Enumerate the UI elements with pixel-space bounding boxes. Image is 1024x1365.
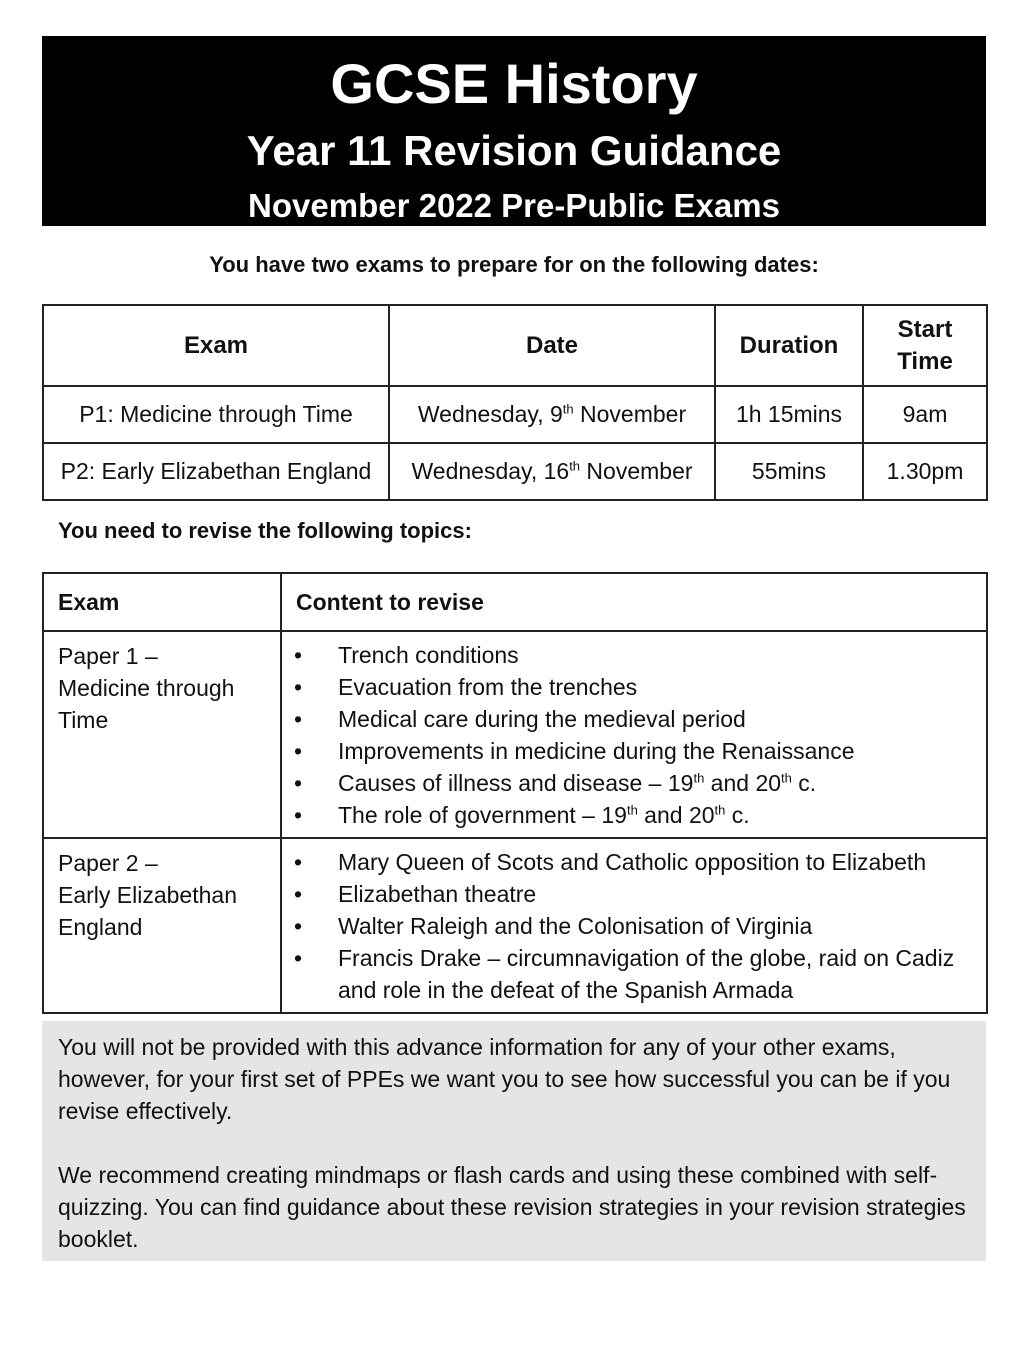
table-row (43, 838, 987, 1013)
list-item: • Medical care during the medieval period (294, 706, 746, 732)
exam-date: Wednesday, 9th November (389, 386, 715, 443)
topic-list-cell (281, 838, 987, 1013)
header-date: Date (389, 305, 715, 386)
title-banner (42, 36, 986, 226)
list-item: • Mary Queen of Scots and Catholic opposition to Elizabeth (294, 849, 927, 875)
note-paragraph: You will not be provided with this advance information for any of your other exams, however, for your first set of PPEs we want you to see how successful you can be if you revise effectively. (58, 1034, 951, 1124)
paper-name: Paper 2 – Early Elizabethan England (43, 838, 281, 1013)
table-row (43, 386, 987, 443)
list-item: • Evacuation from the trenches (294, 674, 638, 700)
exam-duration: 55mins (715, 443, 863, 500)
exam-dates-table (42, 304, 988, 501)
header-exam: Exam (43, 305, 389, 386)
header-start-time (863, 305, 987, 386)
table-row (43, 631, 987, 838)
topics-heading: You need to revise the following topics: (58, 518, 472, 543)
list-item: • Francis Drake – circumnavigation of the globe, raid on Cadiz and role in the defeat of the Spanish Armada (294, 945, 955, 1003)
list-item: • Trench conditions (294, 642, 519, 668)
list-item: • Elizabethan theatre (294, 881, 537, 907)
list-item: • Walter Raleigh and the Colonisation of Virginia (294, 913, 813, 939)
header-duration: Duration (715, 305, 863, 386)
advance-information-note (42, 1021, 986, 1261)
revision-topics-table (42, 572, 988, 1014)
header-start-word: Start (897, 315, 953, 343)
exam-duration: 1h 15mins (715, 386, 863, 443)
topic-list-cell (281, 631, 987, 838)
table-row (43, 443, 987, 500)
topic-list (282, 846, 980, 1006)
exam-name: P2: Early Elizabethan England (43, 443, 389, 500)
topic-list (282, 639, 980, 831)
topics-table-header-row (43, 573, 987, 631)
header-time-word: Time (897, 347, 953, 375)
exam-table-header-row (43, 305, 987, 386)
paper-name: Paper 1 – Medicine through Time (43, 631, 281, 838)
exam-start-time: 1.30pm (863, 443, 987, 500)
note-paragraph: We recommend creating mindmaps or flash cards and using these combined with self-quizzing. You can find guidance about these revision strategies in your revision strategies booklet. (58, 1162, 966, 1252)
header-exam: Exam (43, 573, 281, 631)
list-item: • Improvements in medicine during the Renaissance (294, 738, 855, 764)
page-title: GCSE History (330, 52, 698, 115)
exam-name: P1: Medicine through Time (43, 386, 389, 443)
exam-start-time: 9am (863, 386, 987, 443)
exam-series-subtitle: November 2022 Pre-Public Exams (248, 187, 780, 224)
list-item: • Causes of illness and disease – 19th and 20th c. (294, 770, 817, 796)
header-content: Content to revise (281, 573, 987, 631)
page-subtitle: Year 11 Revision Guidance (246, 127, 782, 174)
exam-date: Wednesday, 16th November (389, 443, 715, 500)
intro-text: You have two exams to prepare for on the following dates: (209, 252, 819, 277)
list-item: • The role of government – 19th and 20th c. (294, 802, 750, 828)
